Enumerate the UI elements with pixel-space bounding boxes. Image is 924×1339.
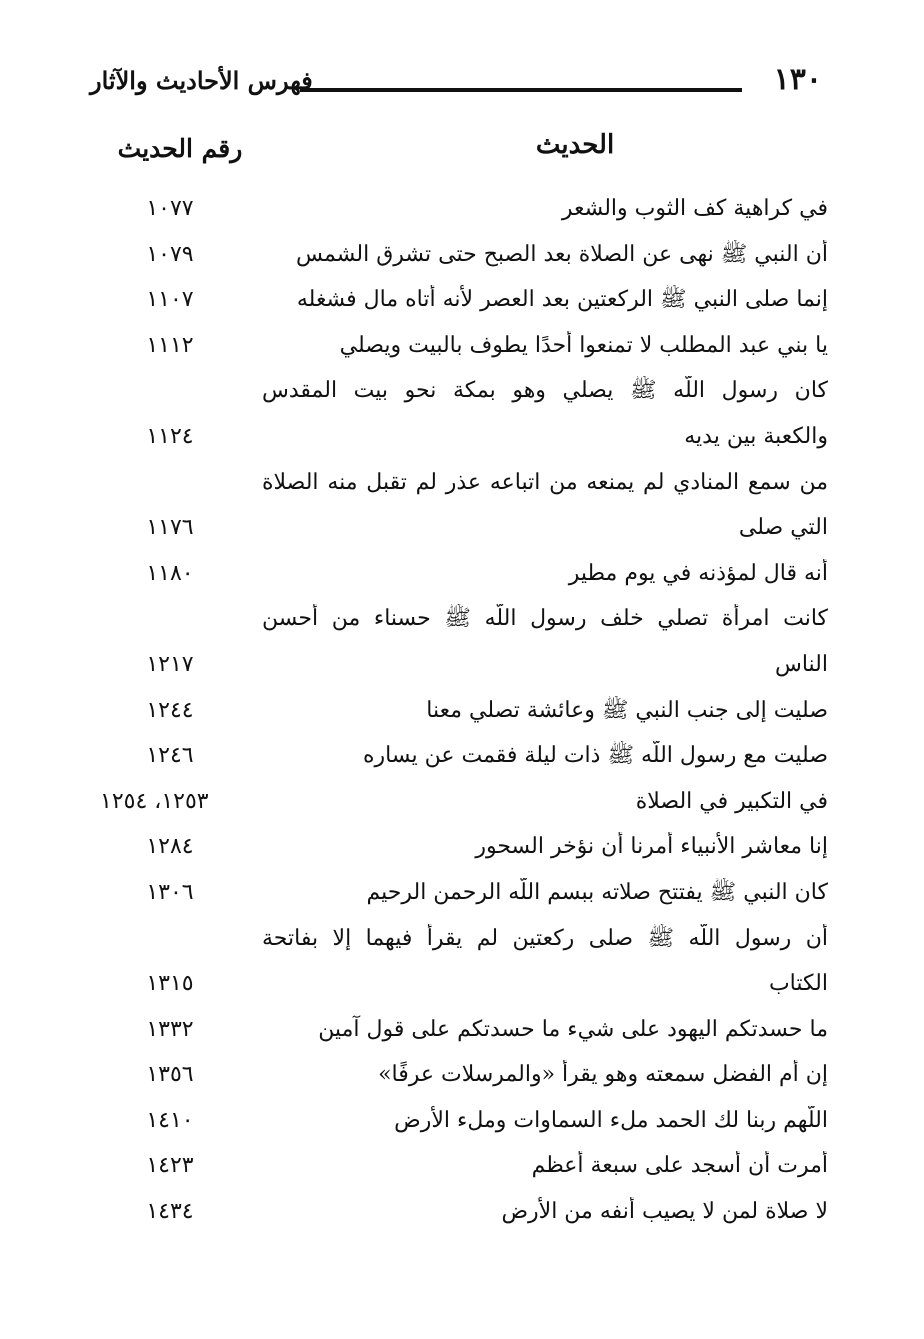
index-entry-line — [100, 598, 828, 644]
index-entry-line — [100, 963, 828, 1009]
page-header — [90, 62, 830, 112]
hadith-text: أن النبي ﷺ نهى عن الصلاة بعد الصبح حتى تشرق الشمس — [296, 241, 828, 267]
index-entry-line — [100, 416, 828, 462]
hadith-text: كان رسول اللَّه ﷺ يصلي وهو بمكة نحو بيت المقدس — [262, 378, 828, 404]
index-entry-line — [100, 872, 828, 918]
hadith-number: ١٢٤٦ — [146, 743, 194, 769]
index-entry-line — [100, 826, 828, 872]
hadith-text: والكعبة بين يديه — [684, 423, 828, 449]
index-entry-line — [100, 370, 828, 416]
index-entry-line — [100, 1191, 828, 1237]
hadith-number: ١٠٧٧ — [146, 196, 194, 221]
hadith-text: صليت مع رسول اللَّه ﷺ ذات ليلة فقمت عن يساره — [363, 743, 828, 769]
index-entry-line — [100, 462, 828, 508]
hadith-text: أن رسول اللَّه ﷺ صلى ركعتين لم يقرأ فيهما إلا بفاتحة — [262, 925, 828, 951]
hadith-text: ما حسدتكم اليهود على شيء ما حسدتكم على قول آمين — [318, 1016, 828, 1042]
hadith-text: إن أم الفضل سمعته وهو يقرأ «والمرسلات عرفًا» — [378, 1062, 828, 1088]
hadith-number: ١٣٥٦ — [146, 1062, 194, 1088]
hadith-number: ١٤٢٣ — [146, 1153, 194, 1179]
index-entry-line — [100, 644, 828, 690]
index-entry-line — [100, 1009, 828, 1055]
hadith-number: ١١١٢ — [146, 332, 194, 358]
header-rule — [300, 88, 742, 92]
hadith-number: ١٣٠٦ — [146, 879, 194, 905]
hadith-number: ١٤٣٤ — [146, 1199, 194, 1225]
index-entry-line — [100, 188, 828, 234]
index-entry-line — [100, 735, 828, 781]
hadith-number: ١١٧٦ — [146, 515, 194, 541]
hadith-number: ١٢٨٤ — [146, 834, 194, 860]
column-header-number: رقم الحديث — [117, 134, 243, 163]
hadith-number: ١٢١٧ — [146, 651, 194, 677]
hadith-text: في كراهية كف الثوب والشعر — [561, 196, 828, 221]
hadith-text: لا صلاة لمن لا يصيب أنفه من الأرض — [501, 1199, 828, 1225]
page-number: ١٣٠ — [773, 62, 822, 97]
hadith-text: إنا معاشر الأنبياء أمرنا أن نؤخر السحور — [475, 834, 828, 860]
hadith-number: ١٢٤٤ — [146, 697, 194, 723]
index-entry-line — [100, 1054, 828, 1100]
index-entry-line — [100, 553, 828, 599]
hadith-number: ١١٠٧ — [146, 287, 194, 313]
hadith-text: أمرت أن أسجد على سبعة أعظم — [531, 1153, 828, 1179]
hadith-number: ١٣١٥ — [146, 971, 194, 997]
hadith-number: ١٠٧٩ — [146, 241, 194, 267]
hadith-text: كانت امرأة تصلي خلف رسول اللَّه ﷺ حسناء من أحسن — [262, 606, 828, 632]
hadith-number: ١٣٣٢ — [146, 1016, 194, 1042]
column-header-hadith: الحديث — [535, 130, 615, 160]
index-entry-line — [100, 1100, 828, 1146]
hadith-number: ١١٢٤ — [146, 423, 194, 449]
index-entry-line — [100, 690, 828, 736]
index-entry-line — [100, 918, 828, 964]
hadith-text: الناس — [774, 651, 828, 677]
hadith-text: يا بني عبد المطلب لا تمنعوا أحدًا يطوف بالبيت ويصلي — [339, 332, 828, 358]
hadith-text: أنه قال لمؤذنه في يوم مطير — [568, 560, 828, 586]
hadith-text: من سمع المنادي لم يمنعه من اتباعه عذر لم تقبل منه الصلاة — [262, 469, 828, 495]
hadith-text: في التكبير في الصلاة — [635, 788, 828, 814]
hadith-index-list — [100, 188, 828, 1237]
index-entry-line — [100, 325, 828, 371]
hadith-text: اللَّهم ربنا لك الحمد ملء السماوات وملء الأرض — [394, 1107, 828, 1133]
index-entry-line — [100, 234, 828, 280]
index-entry-line — [100, 781, 828, 827]
hadith-text: الكتاب — [768, 971, 828, 997]
index-entry-line — [100, 279, 828, 325]
hadith-number: ١٤١٠ — [146, 1107, 194, 1133]
index-entry-line — [100, 1145, 828, 1191]
index-entry-line — [100, 507, 828, 553]
hadith-text: إنما صلى النبي ﷺ الركعتين بعد العصر لأنه أتاه مال فشغله — [296, 287, 828, 313]
hadith-number: ١٢٥٣، ١٢٥٤ — [100, 788, 209, 814]
hadith-number: ١١٨٠ — [146, 560, 194, 586]
hadith-text: كان النبي ﷺ يفتتح صلاته ببسم اللَّه الرحمن الرحيم — [366, 879, 828, 905]
hadith-text: صليت إلى جنب النبي ﷺ وعائشة تصلي معنا — [426, 697, 828, 723]
hadith-text: التي صلى — [738, 515, 828, 541]
running-title: فهرس الأحاديث والآثار — [90, 66, 313, 95]
